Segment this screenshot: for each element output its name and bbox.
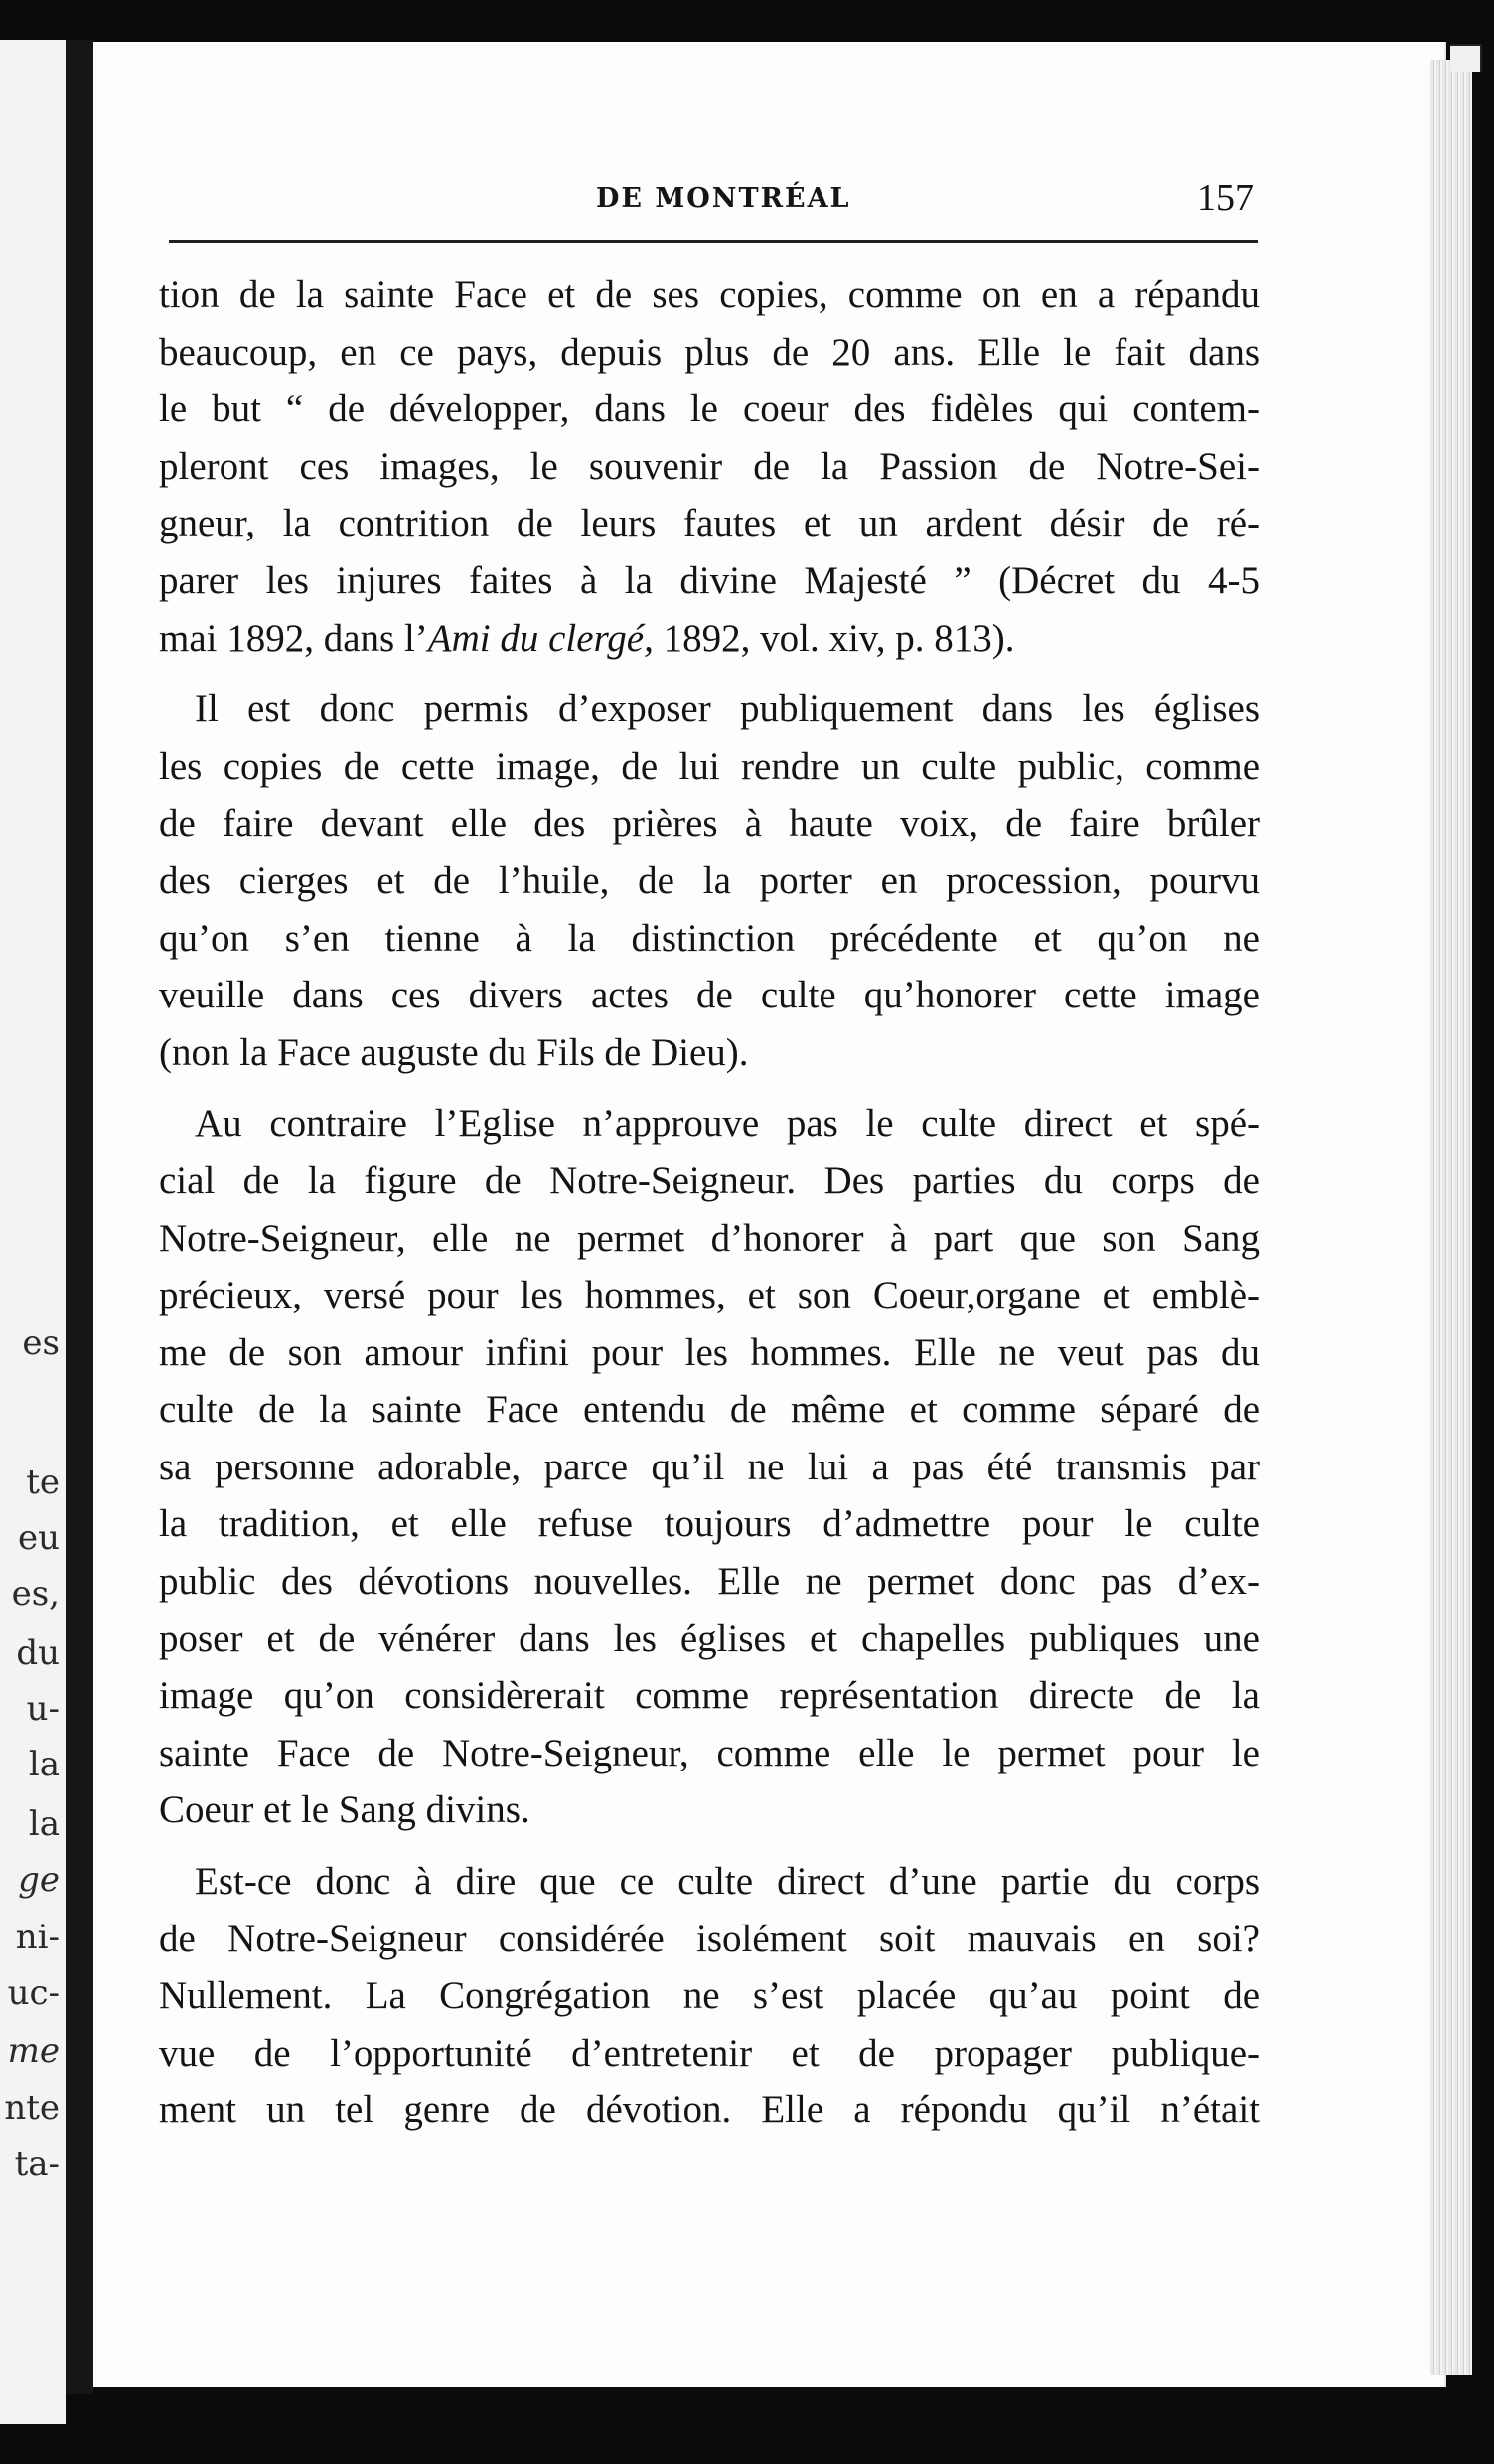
text-line: Notre-Seigneur, elle ne permet d’honorer à part que son Sang xyxy=(159,1216,1260,1260)
text-line: image qu’on considèrerait comme représentation directe de la xyxy=(159,1674,1260,1718)
facing-page-fragment: eu xyxy=(17,1518,60,1558)
text-line: public des dévotions nouvelles. Elle ne permet donc pas d’ex- xyxy=(159,1560,1260,1604)
text-line: de faire devant elle des prières à haute voix, de faire brûler xyxy=(159,802,1260,846)
header-rule xyxy=(169,240,1258,243)
text-line: pleront ces images, le souvenir de la Passion de Notre-Sei- xyxy=(159,444,1260,488)
text-line: beaucoup, en ce pays, depuis plus de 20 ans. Elle le fait dans xyxy=(159,330,1260,374)
text-line: des cierges et de l’huile, de la porter en procession, pourvu xyxy=(159,858,1260,902)
text-line: (non la Face auguste du Fils de Dieu). xyxy=(159,1030,749,1074)
page-corner xyxy=(1450,44,1482,72)
page-number: 157 xyxy=(1197,177,1254,219)
text-line: poser et de vénérer dans les églises et chapelles publiques une xyxy=(159,1617,1260,1660)
facing-page-fragment: la xyxy=(28,1804,60,1844)
text-line: gneur, la contrition de leurs fautes et un ardent désir de ré- xyxy=(159,502,1260,545)
paragraph xyxy=(159,681,1260,1081)
text-run: 1892, vol. xiv, p. 813). xyxy=(653,616,1015,660)
text-line xyxy=(159,610,1260,668)
facing-page-fragment: la xyxy=(28,1745,60,1784)
text-line: tion de la sainte Face et de ses copies, comme on en a répandu xyxy=(159,273,1260,316)
page-header xyxy=(169,171,1258,221)
text-line: Il est donc permis d’exposer publiquement dans les églises xyxy=(195,688,1260,731)
text-line: précieux, versé pour les hommes, et son Coeur,organe et emblè- xyxy=(159,1274,1260,1317)
book-gutter xyxy=(66,40,93,2394)
text-line: de Notre-Seigneur considérée isolément soit mauvais en soi? xyxy=(159,1917,1260,1960)
text-line: Coeur et le Sang divins. xyxy=(159,1788,530,1832)
text-line: me de son amour infini pour les hommes. Elle ne veut pas du xyxy=(159,1330,1260,1374)
facing-page-fragment: uc- xyxy=(7,1973,60,2013)
facing-page-fragment: es, xyxy=(11,1574,60,1614)
paragraph xyxy=(159,1853,1260,2139)
text-line: Est-ce donc à dire que ce culte direct d’une partie du corps xyxy=(195,1860,1260,1904)
text-line: Au contraire l’Eglise n’approuve pas le culte direct et spé- xyxy=(195,1102,1260,1146)
text-line: vue de l’opportunité d’entretenir et de propager publique- xyxy=(159,2031,1260,2075)
facing-page-fragment: ni- xyxy=(15,1918,60,1957)
text-line: la tradition, et elle refuse toujours d’admettre pour le culte xyxy=(159,1502,1260,1546)
text-line: parer les injures faites à la divine Majesté ” (Décret du 4-5 xyxy=(159,558,1260,602)
text-line: qu’on s’en tienne à la distinction précédente et qu’on ne xyxy=(159,916,1260,960)
facing-page-fragment: nte xyxy=(4,2088,60,2128)
facing-page-fragment: du xyxy=(16,1633,60,1673)
italic-title: Ami du clergé, xyxy=(427,616,654,660)
facing-page-fragment: te xyxy=(26,1463,60,1502)
facing-page-fragment: es xyxy=(22,1323,60,1363)
text-line: sa personne adorable, parce qu’il ne lui a pas été transmis par xyxy=(159,1445,1260,1488)
facing-page-fragment: u- xyxy=(26,1689,60,1729)
text-line: Nullement. La Congrégation ne s’est placée qu’au point de xyxy=(159,1974,1260,2018)
text-line: ment un tel genre de dévotion. Elle a répondu qu’il n’était xyxy=(159,2088,1260,2132)
text-line: culte de la sainte Face entendu de même et comme séparé de xyxy=(159,1388,1260,1432)
paragraph xyxy=(159,1095,1260,1839)
running-head: DE MONTRÉAL xyxy=(596,183,851,214)
text-line: le but “ de développer, dans le coeur des fidèles qui contem- xyxy=(159,387,1260,431)
text-line: sainte Face de Notre-Seigneur, comme elle le permet pour le xyxy=(159,1731,1260,1774)
body-text xyxy=(159,266,1260,2139)
facing-page-fragment: ge xyxy=(18,1860,60,1900)
text-line: les copies de cette image, de lui rendre un culte public, comme xyxy=(159,744,1260,788)
facing-page-fragment: ta- xyxy=(14,2144,60,2184)
text-line: cial de la figure de Notre-Seigneur. Des parties du corps de xyxy=(159,1158,1260,1202)
text-run: mai 1892, dans l’ xyxy=(159,616,428,660)
facing-page-fragment: me xyxy=(7,2031,60,2071)
paragraph xyxy=(159,266,1260,667)
text-line: veuille dans ces divers actes de culte qu’honorer cette image xyxy=(159,974,1260,1017)
facing-page-edge xyxy=(0,40,66,2424)
page-edges xyxy=(1430,60,1472,2375)
